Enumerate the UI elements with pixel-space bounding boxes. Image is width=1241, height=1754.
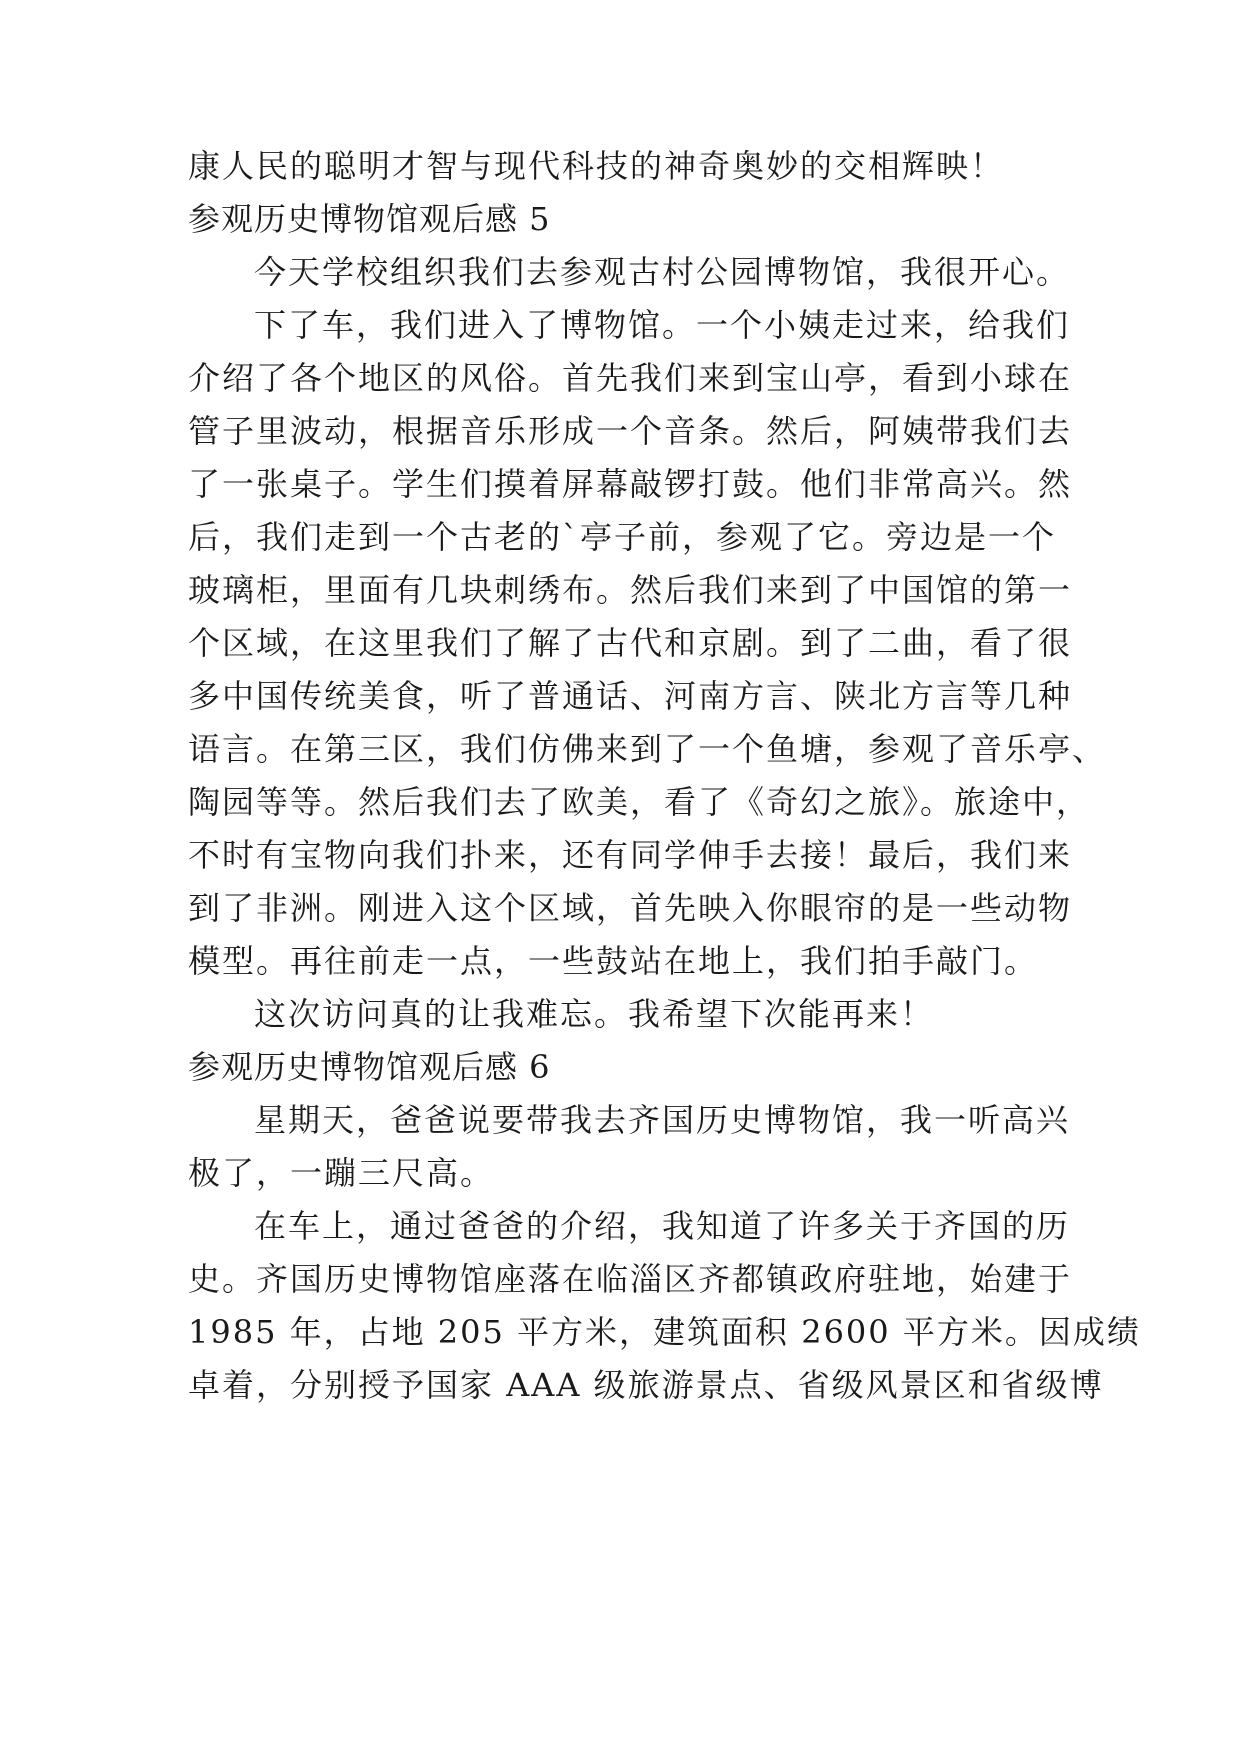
text-line: 语言。在第三区，我们仿佛来到了一个鱼塘，参观了音乐亭、: [188, 730, 1107, 768]
text-line: 极了，一蹦三尺高。: [188, 1154, 495, 1192]
text-line: 不时有宝物向我们扑来，还有同学伸手去接！最后，我们来: [188, 836, 1073, 874]
text-line: 多中国传统美食，听了普通话、河南方言、陕北方言等几种: [188, 677, 1073, 715]
text-line: 个区域，在这里我们了解了古代和京剧。到了二曲，看了很: [188, 624, 1073, 662]
paragraph-line: 下了车，我们进入了博物馆。一个小姨走过来，给我们: [254, 306, 1071, 344]
text-line: 康人民的聪明才智与现代科技的神奇奥妙的交相辉映！: [188, 147, 1005, 185]
paragraph-line: 这次访问真的让我难忘。我希望下次能再来！: [254, 995, 935, 1033]
text-line: 介绍了各个地区的风俗。首先我们来到宝山亭，看到小球在: [188, 359, 1073, 397]
text-line: 到了非洲。刚进入这个区域，首先映入你眼帘的是一些动物: [188, 889, 1073, 927]
text-line: 管子里波动，根据音乐形成一个音条。然后，阿姨带我们去: [188, 412, 1073, 450]
paragraph-line: 星期天，爸爸说要带我去齐国历史博物馆，我一听高兴: [254, 1101, 1071, 1139]
text-line: 后，我们走到一个古老的`亭子前，参观了它。旁边是一个: [188, 518, 1057, 556]
text-line: 史。齐国历史博物馆座落在临淄区齐都镇政府驻地，始建于: [188, 1260, 1073, 1298]
text-line: 玻璃柜，里面有几块刺绣布。然后我们来到了中国馆的第一: [188, 571, 1073, 609]
text-line: 1985 年，占地 205 平方米，建筑面积 2600 平方米。因成绩: [188, 1313, 1141, 1351]
paragraph-line: 今天学校组织我们去参观古村公园博物馆，我很开心。: [254, 253, 1071, 291]
section-heading: 参观历史博物馆观后感 5: [188, 200, 551, 238]
section-heading: 参观历史博物馆观后感 6: [188, 1048, 551, 1086]
text-line: 模型。再往前走一点，一些鼓站在地上，我们拍手敲门。: [188, 942, 1039, 980]
text-line: 了一张桌子。学生们摸着屏幕敲锣打鼓。他们非常高兴。然: [188, 465, 1073, 503]
text-line: 陶园等等。然后我们去了欧美，看了《奇幻之旅》。旅途中，: [188, 783, 1091, 821]
paragraph-line: 在车上，通过爸爸的介绍，我知道了许多关于齐国的历: [254, 1207, 1071, 1245]
text-line: 卓着，分别授予国家 AAA 级旅游景点、省级风景区和省级博: [188, 1366, 1104, 1404]
